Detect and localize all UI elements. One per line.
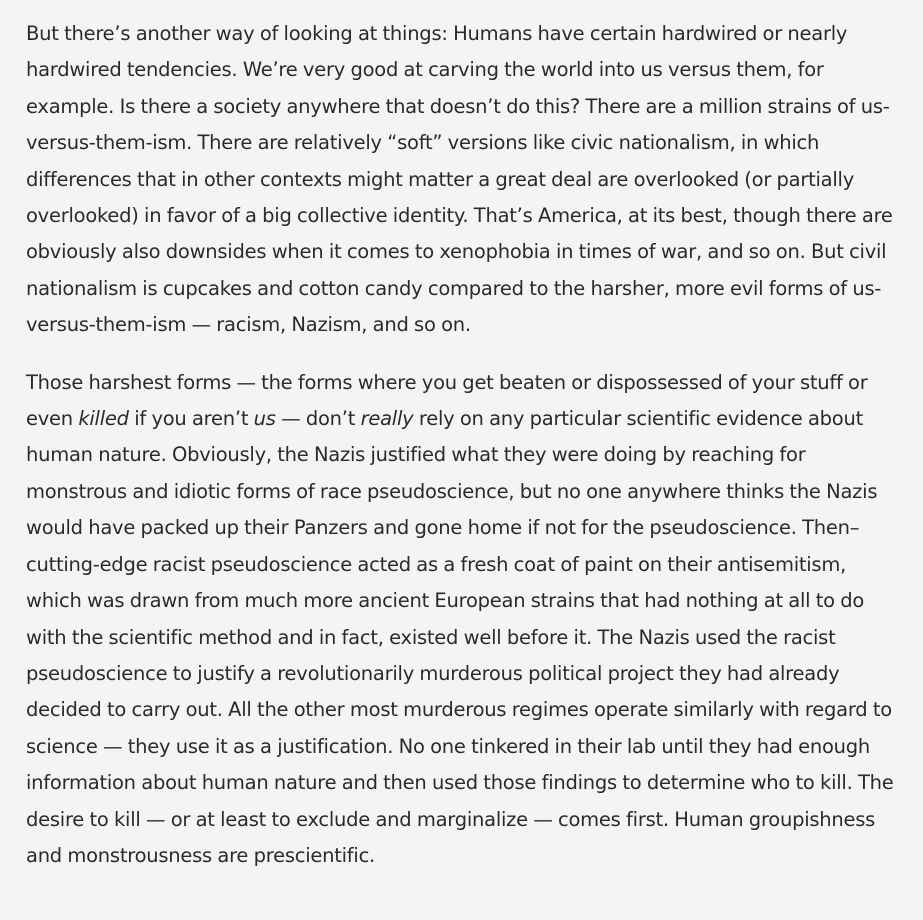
- emphasis-us: us: [253, 407, 276, 431]
- paragraph-1: [26, 16, 903, 344]
- emphasis-really: really: [360, 407, 414, 431]
- paragraph-2: [26, 365, 903, 875]
- paragraph-text: But there’s another way of looking at things: Humans have certain hardwired or nearly hardwired tendencies. We’re very good at carving the world into us versus them, for example. Is there a society anywhere that doesn’t do this? There are a million strains of us-versus-them-ism. There are relatively “soft” versions like civic nationalism, in which differences that in other contexts might matter a great deal are overlooked (or partially overlooked) in favor of a big collective identity. That’s America, at its best, though there are obviously also downsides when it comes to xenophobia in times of war, and so on. But civil nationalism is cupcakes and cotton candy compared to the harsher, more evil forms of us-versus-them-ism — racism, Nazism, and so on.: [26, 22, 893, 337]
- paragraph-text: — don’t: [275, 407, 361, 431]
- paragraph-text: Those harshest forms — the forms where you get beaten or dispossessed of your stuff or even: [26, 370, 868, 431]
- paragraph-text: rely on any particular scientific evidence about human nature. Obviously, the Nazis justified what they were doing by reaching for monstrous and idiotic forms of race pseudoscience, but no one anywhere thinks the Nazis would have packed up their Panzers and gone home if not for the pseudoscience. Then–cutting-edge racist pseudoscience acted as a fresh coat of paint on their antisemitism, which was drawn from much more ancient European strains that had nothing at all to do with the scientific method and in fact, existed well before it. The Nazis used the racist pseudoscience to justify a revolutionarily murderous political project they had already decided to carry out. All the other most murderous regimes operate similarly with regard to science — they use it as a justification. No one tinkered in their lab until they had enough information about human nature and then used those findings to determine who to kill. The desire to kill — or at least to exclude and marginalize — comes first. Human groupishness and monstrousness are prescientific.: [26, 407, 894, 867]
- paragraph-text: if you aren’t: [128, 407, 254, 431]
- emphasis-killed: killed: [78, 407, 129, 431]
